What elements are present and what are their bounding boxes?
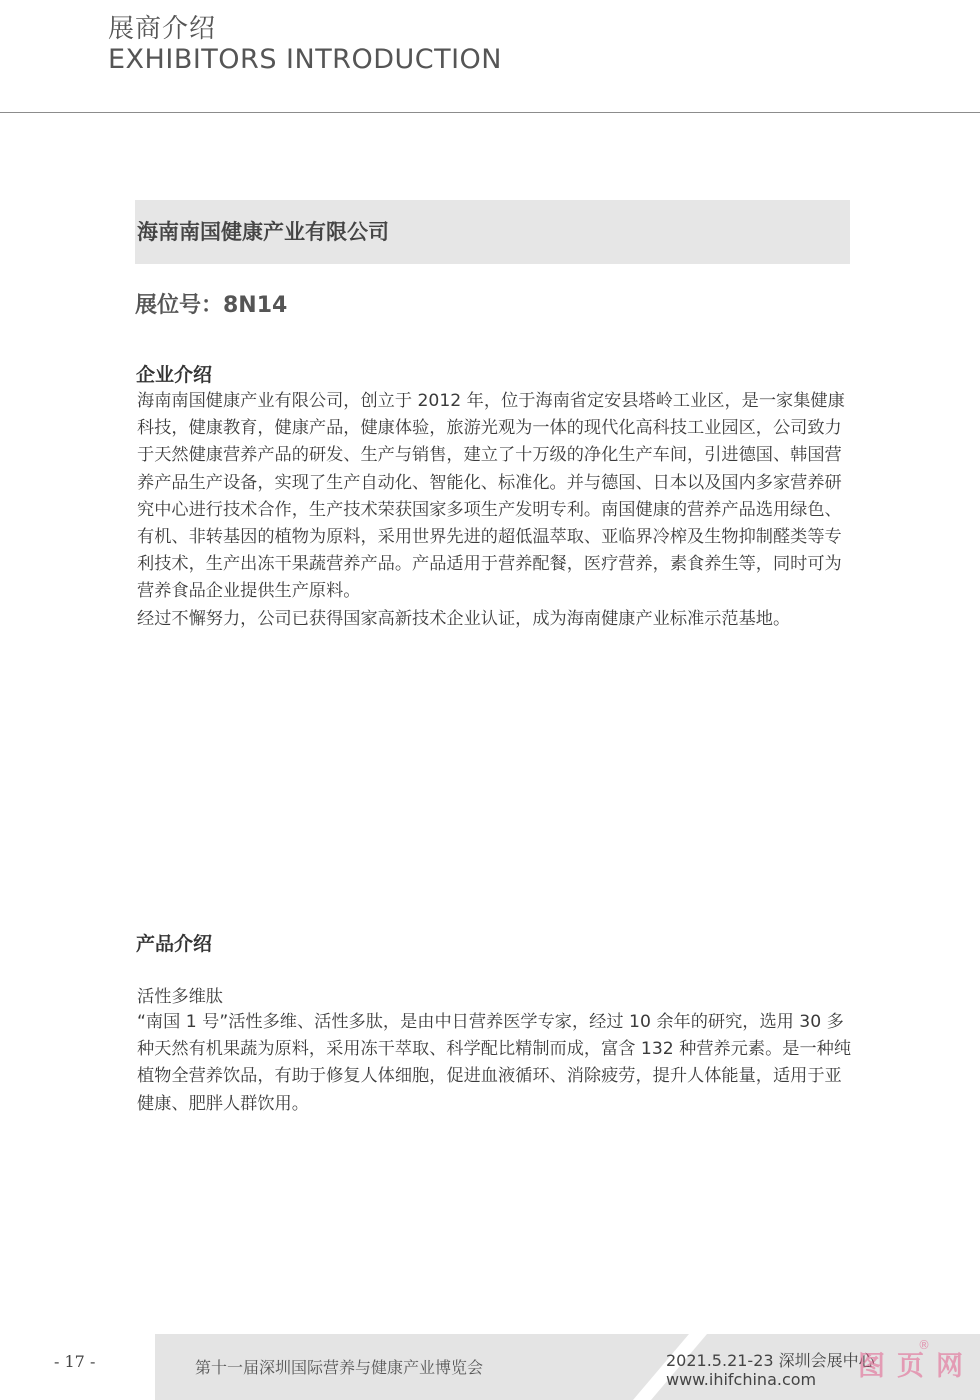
event-date-venue: 2021.5.21-23 深圳会展中心 bbox=[666, 1351, 875, 1370]
header-divider bbox=[0, 112, 980, 113]
product-description: “南国 1 号”活性多维、活性多肽，是由中日营养医学专家，经过 10 余年的研究，选用 30 多种天然有机果蔬为原料，采用冻干萃取、科学配比精制而成，富含 132 种营养元素。是一种纯植物全营养饮品，有助于修复人体细胞，促进血液循环、消除疲劳，提升人体能量，适用于亚健康、肥胖人群饮用。 bbox=[137, 1012, 852, 1114]
intro-heading: 企业介绍 bbox=[136, 364, 213, 386]
intro-paragraph: 海南南国健康产业有限公司，创立于 2012 年，位于海南省定安县塔岭工业区，是一家集健康科技，健康教育，健康产品，健康体验，旅游光观为一体的现代化高科技工业园区，公司致力于天然健康营养产品的研发、生产与销售，建立了十万级的净化生产车间，引进德国、韩国营养产品生产设备，实现了生产自动化、智能化、标准化。并与德国、日本以及国内多家营养研究中心进行技术合作，生产技术荣获国家多项生产发明专利。南国健康的营养产品选用绿色、有机、非转基因的植物为原料，采用世界先进的超低温萃取、亚临界冷榨及生物抑制醛类等专利技术，生产出冻干果蔬营养产品。产品适用于营养配餐，医疗营养，素食养生等，同时可为营养食品企业提供生产原料。 bbox=[137, 391, 845, 602]
company-name: 海南南国健康产业有限公司 bbox=[137, 220, 389, 244]
page-number: - 17 - bbox=[54, 1352, 96, 1371]
header-title-en: EXHIBITORS INTRODUCTION bbox=[108, 44, 503, 75]
watermark-logo: 图页网 bbox=[858, 1351, 975, 1382]
intro-body bbox=[137, 388, 857, 633]
event-url: www.ihifchina.com bbox=[666, 1370, 817, 1389]
intro-paragraph: 经过不懈努力，公司已获得国家高新技术企业认证，成为海南健康产业标准示范基地。 bbox=[137, 608, 791, 629]
header-title-cn: 展商介绍 bbox=[108, 14, 217, 44]
watermark-registered-mark: ® bbox=[918, 1338, 930, 1352]
company-name-bar bbox=[135, 200, 850, 264]
product-name: 活性多维肽 bbox=[137, 987, 223, 1007]
products-heading: 产品介绍 bbox=[136, 933, 213, 955]
fair-name: 第十一届深圳国际营养与健康产业博览会 bbox=[195, 1358, 484, 1377]
booth-number: 展位号：8N14 bbox=[135, 293, 288, 318]
